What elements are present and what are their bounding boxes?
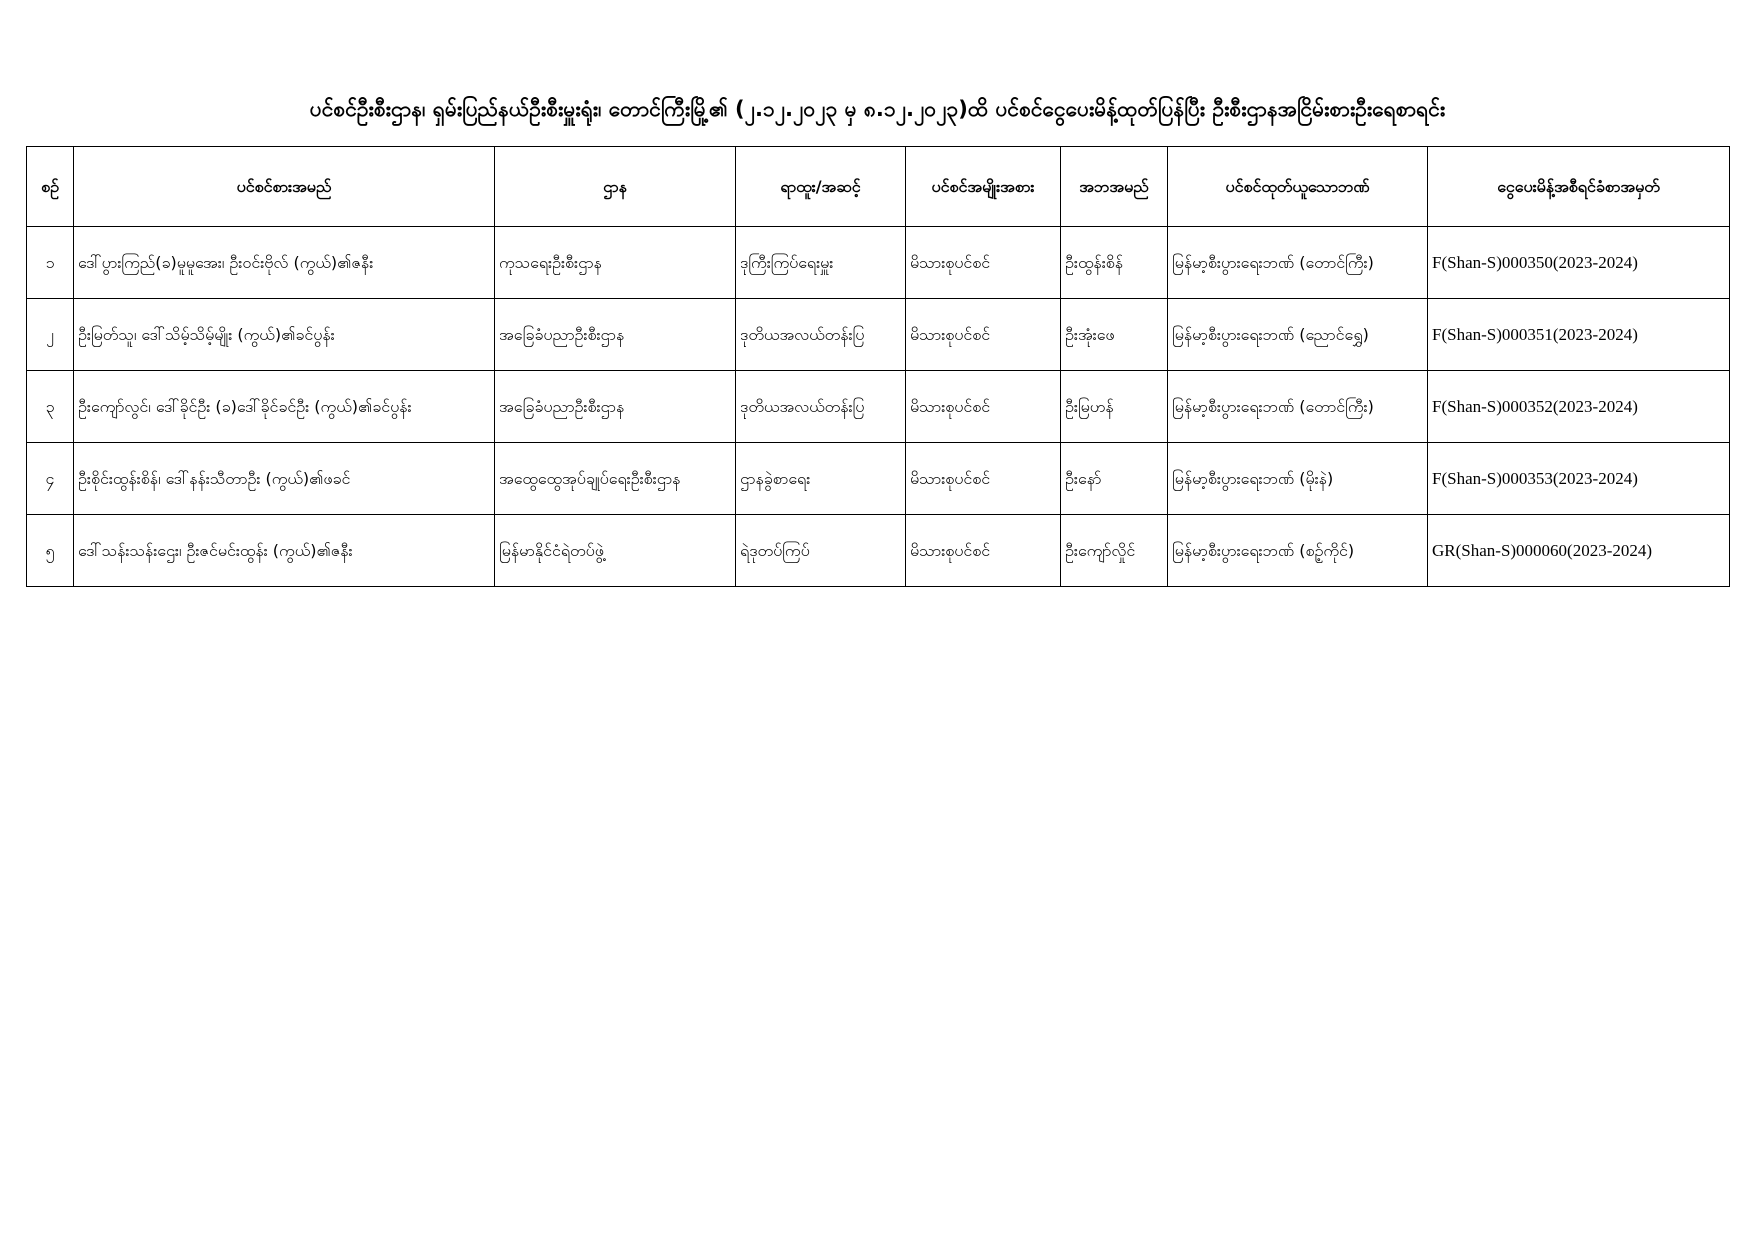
cell-order-number: F(Shan-S)000350(2023-2024) bbox=[1428, 227, 1730, 299]
table-row bbox=[27, 299, 1730, 371]
cell-father-name: ဦးမြဟန် bbox=[1061, 371, 1168, 443]
cell-order-number: F(Shan-S)000351(2023-2024) bbox=[1428, 299, 1730, 371]
cell-bank: မြန်မာ့စီးပွားရေးဘဏ် (စဥ့်ကိုင်) bbox=[1168, 515, 1428, 587]
cell-pensioner-name: ဦးစိုင်းထွန်းစိန်၊ ဒေါ်နန်းသီတာဦး (ကွယ်)၏ဖခင် bbox=[74, 443, 495, 515]
cell-serial-no: ၁ bbox=[27, 227, 74, 299]
cell-serial-no: ၂ bbox=[27, 299, 74, 371]
cell-pensioner-name: ဦးကျော်လွင်၊ ဒေါ်ခိုင်ဦး (ခ)ဒေါ်ခိုင်ခင်ဦး (ကွယ်)၏ခင်ပွန်း bbox=[74, 371, 495, 443]
table-row bbox=[27, 515, 1730, 587]
column-header-pension-type: ပင်စင်အမျိုးအစား bbox=[906, 147, 1061, 227]
cell-pension-type: မိသားစုပင်စင် bbox=[906, 299, 1061, 371]
cell-department: အခြေခံပညာဦးစီးဌာန bbox=[495, 299, 736, 371]
cell-bank: မြန်မာ့စီးပွားရေးဘဏ် (တောင်ကြီး) bbox=[1168, 371, 1428, 443]
cell-pension-type: မိသားစုပင်စင် bbox=[906, 371, 1061, 443]
column-header-bank: ပင်စင်ထုတ်ယူသောဘဏ် bbox=[1168, 147, 1428, 227]
pension-records-table bbox=[26, 146, 1730, 587]
column-header-rank: ရာထူး/အဆင့် bbox=[736, 147, 906, 227]
cell-bank: မြန်မာ့စီးပွားရေးဘဏ် (တောင်ကြီး) bbox=[1168, 227, 1428, 299]
cell-father-name: ဦးထွန်းစိန် bbox=[1061, 227, 1168, 299]
cell-bank: မြန်မာ့စီးပွားရေးဘဏ် (ညောင်ရွှေ) bbox=[1168, 299, 1428, 371]
column-header-order-number: ငွေပေးမိန့်အစီရင်ခံစာအမှတ် bbox=[1428, 147, 1730, 227]
cell-serial-no: ၄ bbox=[27, 443, 74, 515]
column-header-father-name: အဘအမည် bbox=[1061, 147, 1168, 227]
table-row bbox=[27, 443, 1730, 515]
cell-pension-type: မိသားစုပင်စင် bbox=[906, 443, 1061, 515]
table-row bbox=[27, 227, 1730, 299]
cell-rank: ဒုတိယအလယ်တန်းပြ bbox=[736, 371, 906, 443]
cell-order-number: F(Shan-S)000353(2023-2024) bbox=[1428, 443, 1730, 515]
cell-rank: ဒုကြီးကြပ်ရေးမှူး bbox=[736, 227, 906, 299]
page-title: ပင်စင်ဦးစီးဌာန၊ ရှမ်းပြည်နယ်ဦးစီးမှူးရုံး၊ တောင်ကြီးမြို့၏ (၂.၁၂.၂၀၂၃ မှ ၈.၁၂.၂၀၂၃)ထိ ပင်စင်ငွေပေးမိန့်ထုတ်ပြန်ပြီး ဦးစီးဌာနအငြိမ်းစားဦးရေစာရင်း bbox=[309, 97, 1446, 121]
column-header-department: ဌာန bbox=[495, 147, 736, 227]
cell-pension-type: မိသားစုပင်စင် bbox=[906, 515, 1061, 587]
column-header-serial-no: စဉ် bbox=[27, 147, 74, 227]
cell-serial-no: ၅ bbox=[27, 515, 74, 587]
cell-department: မြန်မာနိုင်ငံရဲတပ်ဖွဲ့ bbox=[495, 515, 736, 587]
cell-rank: ရဲဒုတပ်ကြပ် bbox=[736, 515, 906, 587]
cell-pensioner-name: ဒေါ်ပွားကြည်(ခ)မူမူအေး၊ ဦးဝင်းဗိုလ် (ကွယ်)၏ဇနီး bbox=[74, 227, 495, 299]
cell-pension-type: မိသားစုပင်စင် bbox=[906, 227, 1061, 299]
cell-pensioner-name: ဒေါ်သန်းသန်းဌေး၊ ဦးဇင်မင်းထွန်း (ကွယ်)၏ဇနီး bbox=[74, 515, 495, 587]
cell-rank: ဌာနခွဲစာရေး bbox=[736, 443, 906, 515]
cell-order-number: GR(Shan-S)000060(2023-2024) bbox=[1428, 515, 1730, 587]
cell-pensioner-name: ဦးမြတ်သူ၊ ဒေါ်သိမ့်သိမ့်မျိုး (ကွယ်)၏ခင်ပွန်း bbox=[74, 299, 495, 371]
cell-rank: ဒုတိယအလယ်တန်းပြ bbox=[736, 299, 906, 371]
cell-department: အခြေခံပညာဦးစီးဌာန bbox=[495, 371, 736, 443]
table-header-row bbox=[27, 147, 1730, 227]
cell-department: ကုသရေးဦးစီးဌာန bbox=[495, 227, 736, 299]
cell-serial-no: ၃ bbox=[27, 371, 74, 443]
cell-department: အထွေထွေအုပ်ချုပ်ရေးဦးစီးဌာန bbox=[495, 443, 736, 515]
cell-father-name: ဦးနော် bbox=[1061, 443, 1168, 515]
cell-bank: မြန်မာ့စီးပွားရေးဘဏ် (မိုးနဲ) bbox=[1168, 443, 1428, 515]
cell-order-number: F(Shan-S)000352(2023-2024) bbox=[1428, 371, 1730, 443]
cell-father-name: ဦးအုံးဖေ bbox=[1061, 299, 1168, 371]
column-header-pensioner-name: ပင်စင်စားအမည် bbox=[74, 147, 495, 227]
cell-father-name: ဦးကျော်လှိုင် bbox=[1061, 515, 1168, 587]
table-row bbox=[27, 371, 1730, 443]
